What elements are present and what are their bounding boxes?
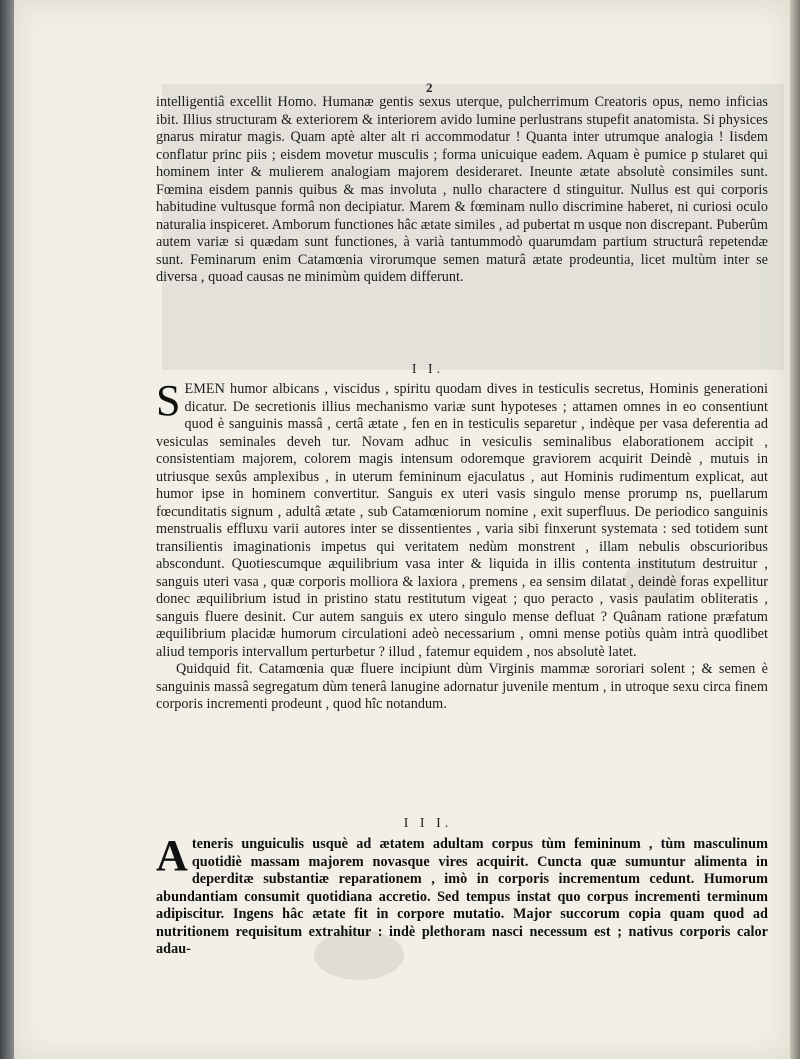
- section-heading-ii: I I.: [411, 362, 445, 377]
- section-iii-paragraph-1: teneris unguiculis usquè ad ætatem adultam corpus tùm femininum , tùm masculinum quotidiè massam majorem novasque vires acquirit. Cuncta quæ sumuntur alimenta in deperditæ substantiæ reparationem , imò in corporis incrementum cedunt. Humorum abundantiam consumit quotidiana accretio. Sed tempus instat quo corpus incrementi terminum adipiscitur. Ingens hâc ætate fit in corpore mutatio. Major succorum copia quam quod ad nutritionem requisitum extrahitur : indè plethoram nasci necessum est ; nativus corporis calor adau-: [156, 836, 768, 957]
- page-number: 2: [426, 80, 433, 95]
- dropcap-a: A: [156, 831, 188, 880]
- section-heading-iii: I I I.: [403, 816, 453, 831]
- section-ii-body: [156, 376, 768, 714]
- dropcap-s: S: [156, 376, 181, 425]
- scan-edge-right: [790, 0, 800, 1059]
- scan-edge-left: [0, 0, 14, 1059]
- section-iii-body: [156, 831, 768, 959]
- intro-text: intelligentiâ excellit Homo. Humanæ gentis sexus uterque, pulcherrimum Creatoris opus, nemo inficias ibit. Illius structuram & exteriorem & interiorem avido lumine perlustrans stupefit anatomista. Si physices gnarus miratur magis. Quam aptè alter alt ri accommodatur ! Quanta inter utrumque analogia ! Iisdem conflatur princ piis ; eisdem movetur musculis ; forma unicuique eadem. Aquam è pumice p stularet qui hominem inter & mulierem analogiam majorem desideraret. Ineunte ætate absolutè consimiles sunt. Fœmina eisdem pannis quibus & mas involuta , nullo charactere d stinguitur. Nullus est qui corporis habitudine vultusque formâ non decipiatur. Marem & fœminam nullo discrimine haberet, ni curiosi oculo naturalia inspiceret. Amborum functiones hâc ætate similes , ad pubertat m usque non discrepant. Puberûm autem variæ si quædam sunt functiones, à varià tantummodò quarumdam partium structurâ repetendæ sunt. Feminarum enim Catamœnia virorumque semen maturâ ætate prodeuntia, licet multùm inter se diversa , quoad causas ne minimùm quidem differunt.: [156, 94, 768, 285]
- section-ii-paragraph-1: EMEN humor albicans , viscidus , spiritu quodam dives in testiculis secretus, Hominis generationi dicatur. De secretionis illius mechanismo variæ sunt hypoteses ; attamen omnes in eo consentiunt quod è sanguinis massâ , certâ ætate , fen en in testiculis separetur , indèque per vasa deferentia ad vesiculas seminales deveh tur. Novam adhuc in vesiculis seminalibus elaborationem accipit , consistentiam majorem, colorem magis intensum odoremque graviorem acquirit Deindè , mutuis in utriusque sexûs amplexibus , in uterum femininum ejaculatus , aut Hominis rudimentum explicat, aut humor ipse in hominem convertitur. Sanguis ex uteri vasis singulo mense prorump ns, puellarum fœcunditatis signum , adultâ ætate , sub Catamœniorum nomine , exit superfluus. De periodico sanguinis menstrualis effluxu varii autores inter se dissentientes , varia sibi finxerunt systemata : sed totidem sunt transilientis imaginationis impetus qui veritatem nedùm monstrent , illam nebulis obscurioribus abscondunt. Quotiescumque æquilibrium vasa inter & liquida in illis contenta institutum destruitur , sanguis uteri vasa , quæ corporis molliora & laxiora , premens , ea sensim dilatat , deindè foras expellitur donec æquilibrium istud in pristino statu restitutum vigeat ; quo peracto , vasis paulatim obliteratis , sanguis fluere desinit. Cur autem sanguis ex utero singulo mense defluat ? Quânam ratione præfatum æquilibrium placidæ humorum circulationi adeò necessarium , omni mense potiùs quàm intrà quodlibet aliud temporis intervallum perturbetur ? illud , fatemur equidem , nos absolutè latet.: [156, 381, 768, 660]
- section-ii-paragraph-2: Quidquid fit. Catamœnia quæ fluere incipiunt dùm Virginis mammæ sororiari solent ; & semen è sanguinis massâ segregatum dùm tenerâ lanugine adornatur juvenile mentum , in utroque sexu circa finem corporis incrementi prodeunt , quod hîc notandum.: [156, 661, 768, 712]
- intro-paragraph: [156, 94, 768, 287]
